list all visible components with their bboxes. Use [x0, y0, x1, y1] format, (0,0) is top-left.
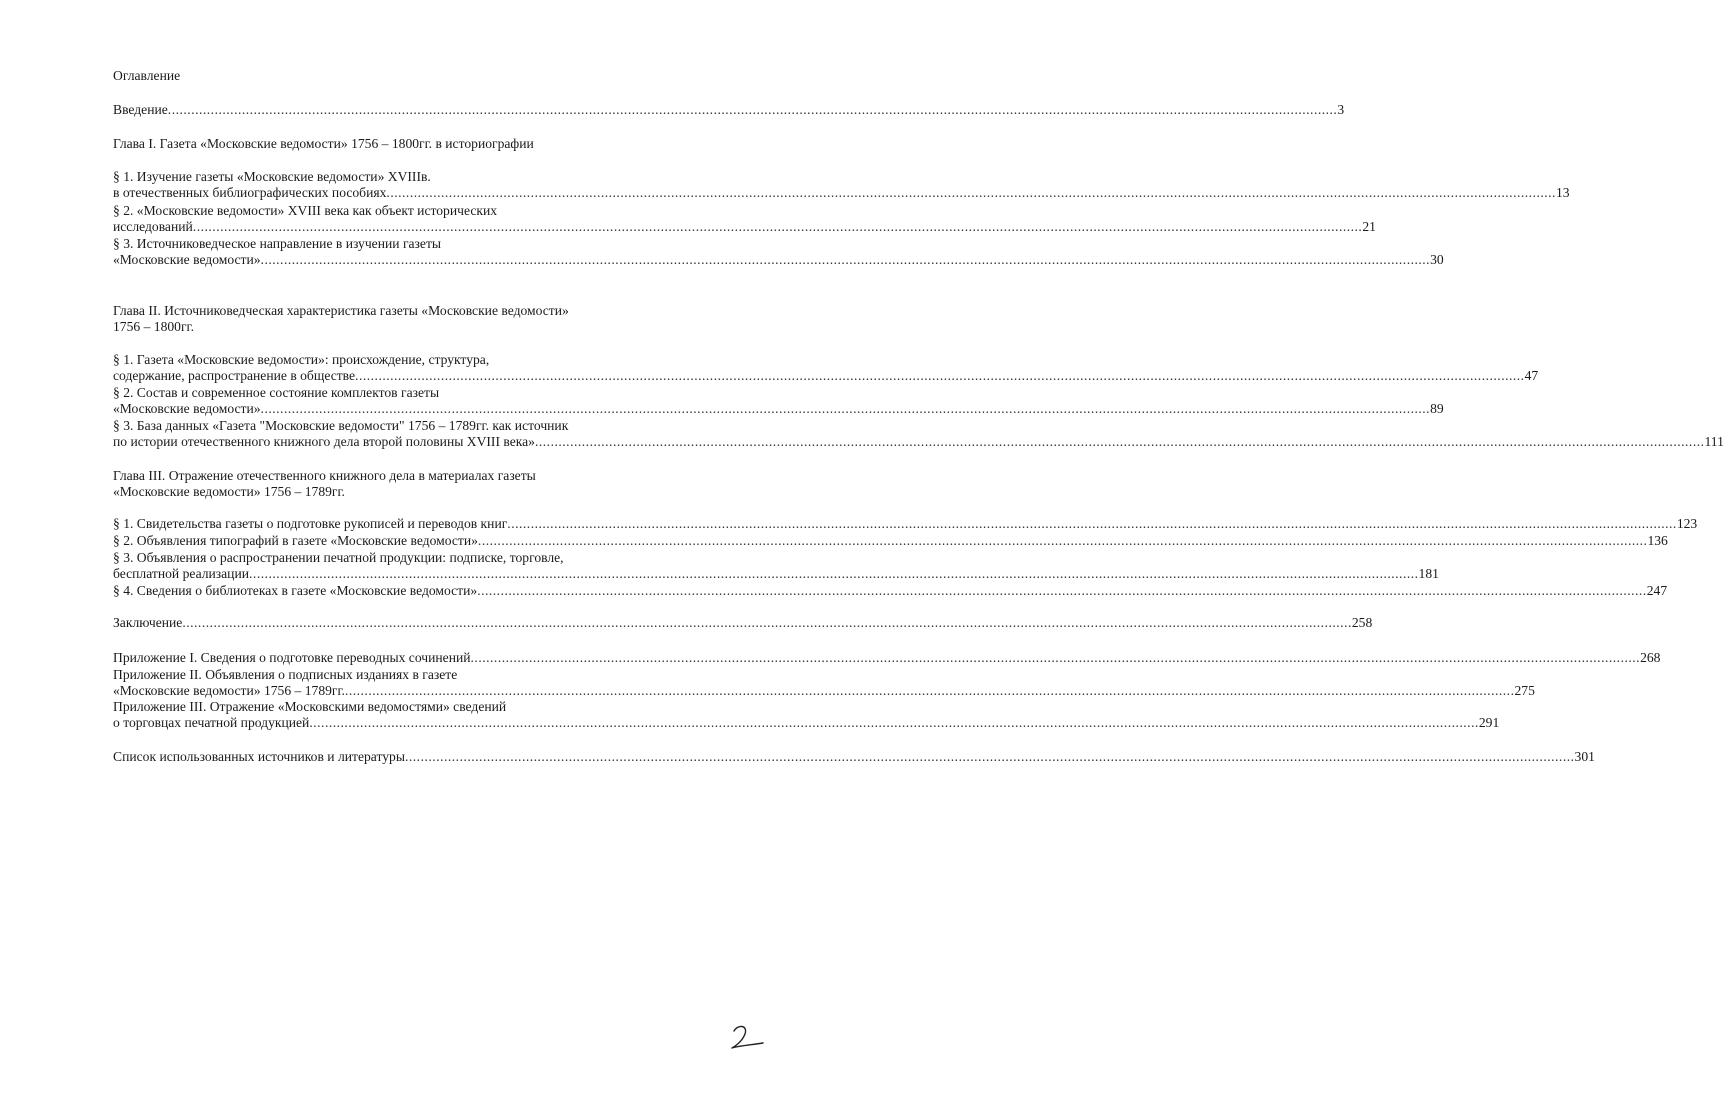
page-number: 301: [1574, 749, 1595, 764]
entry-label: «Московские ведомости»: [113, 401, 261, 416]
page-number: 21: [1362, 219, 1376, 234]
toc-entry-ch3-s1[interactable]: [113, 516, 1698, 532]
leader-dots: ............................................................................................................................................................................................................................................................................................................: [386, 185, 1556, 200]
entry-label: § 4. Сведения о библиотеках в газете «Московские ведомости»: [113, 583, 478, 598]
entry-label: содержание, распространение в обществе: [113, 368, 356, 383]
entry-label: о торговцах печатной продукцией: [113, 715, 310, 730]
toc-entry-ch3-s2[interactable]: [113, 533, 1668, 549]
toc-entry-appendix-2[interactable]: [113, 683, 1535, 699]
leader-dots: ............................................................................................................................................................................................................................................................................................................: [167, 102, 1338, 117]
leader-dots: ............................................................................................................................................................................................................................................................................................................: [477, 533, 1648, 548]
chapter-1-section-2-line1: § 2. «Московские ведомости» XVIII века как объект исторических: [113, 203, 498, 218]
chapter-1-title: Глава I. Газета «Московские ведомости» 1756 – 1800гг. в историографии: [113, 136, 534, 151]
entry-label: Список использованных источников и литературы: [113, 749, 405, 764]
leader-dots: ............................................................................................................................................................................................................................................................................................................: [477, 583, 1647, 598]
entry-label: Заключение: [113, 615, 183, 630]
handwritten-page-mark-icon: [728, 1022, 766, 1052]
leader-dots: ............................................................................................................................................................................................................................................................................................................: [182, 615, 1352, 630]
toc-entry-conclusion[interactable]: [113, 615, 1373, 631]
leader-dots: ............................................................................................................................................................................................................................................................................................................: [344, 683, 1515, 698]
leader-dots: ............................................................................................................................................................................................................................................................................................................: [534, 434, 1705, 449]
chapter-3-title-line1: Глава III. Отражение отечественного книжного дела в материалах газеты: [113, 468, 536, 483]
entry-label: бесплатной реализации: [113, 566, 250, 581]
page-number: 111: [1704, 434, 1724, 449]
page-number: 47: [1524, 368, 1539, 383]
toc-entry-ch1-s2[interactable]: [113, 219, 1376, 235]
leader-dots: ............................................................................................................................................................................................................................................................................................................: [355, 368, 1525, 383]
entry-label: в отечественных библиографических пособиях: [113, 185, 387, 200]
toc-entry-ch1-s3[interactable]: [113, 252, 1444, 268]
entry-label: по истории отечественного книжного дела второй половины XVIII века»: [113, 434, 535, 449]
leader-dots: ............................................................................................................................................................................................................................................................................................................: [249, 566, 1419, 581]
leader-dots: ............................................................................................................................................................................................................................................................................................................: [507, 516, 1677, 531]
page-number: 247: [1646, 583, 1668, 598]
toc-entry-appendix-1[interactable]: [113, 650, 1661, 666]
page-number: 3: [1337, 102, 1345, 117]
toc-entry-ch2-s1[interactable]: [113, 368, 1539, 384]
entry-label: § 2. Объявления типографий в газете «Московские ведомости»: [113, 533, 478, 548]
leader-dots: ............................................................................................................................................................................................................................................................................................................: [260, 252, 1431, 267]
page-number: 268: [1640, 650, 1661, 665]
toc-entry-ch3-s3[interactable]: [113, 566, 1439, 582]
entry-label: § 1. Свидетельства газеты о подготовке рукописей и переводов книг: [113, 516, 508, 531]
leader-dots: ............................................................................................................................................................................................................................................................................................................: [260, 401, 1431, 416]
toc-entry-introduction[interactable]: [113, 102, 1345, 118]
entry-label: Приложение I. Сведения о подготовке переводных сочинений: [113, 650, 471, 665]
page-number: 13: [1555, 185, 1570, 200]
chapter-3-title-line2: «Московские ведомости» 1756 – 1789гг.: [113, 484, 345, 499]
entry-label: «Московские ведомости» 1756 – 1789гг.: [113, 683, 345, 698]
chapter-2-section-2-line1: § 2. Состав и современное состояние комплектов газеты: [113, 385, 440, 400]
page-number: 89: [1430, 401, 1444, 416]
page-number: 291: [1478, 715, 1500, 730]
leader-dots: ............................................................................................................................................................................................................................................................................................................: [404, 749, 1575, 764]
appendix-3-line1: Приложение III. Отражение «Московскими ведомостями» сведений: [113, 699, 507, 714]
chapter-3-section-3-line1: § 3. Объявления о распространении печатной продукции: подписке, торговле,: [113, 550, 564, 565]
chapter-2-section-1-line1: § 1. Газета «Московские ведомости»: происхождение, структура,: [113, 352, 490, 367]
entry-label: Введение: [113, 102, 168, 117]
toc-entry-ch2-s2[interactable]: [113, 401, 1444, 417]
page-number: 136: [1647, 533, 1668, 548]
toc-entry-ch1-s1[interactable]: [113, 185, 1570, 201]
appendix-2-line1: Приложение II. Объявления о подписных изданиях в газете: [113, 667, 458, 682]
page-number: 30: [1430, 252, 1444, 267]
chapter-2-title-line1: Глава II. Источниковедческая характеристика газеты «Московские ведомости»: [113, 303, 569, 318]
leader-dots: ............................................................................................................................................................................................................................................................................................................: [192, 219, 1363, 234]
page-number: 181: [1418, 566, 1439, 581]
page-number: 123: [1676, 516, 1698, 531]
toc-entry-bibliography[interactable]: [113, 749, 1595, 765]
toc-heading: Оглавление: [113, 68, 181, 83]
page-number: 275: [1514, 683, 1535, 698]
toc-entry-ch3-s4[interactable]: [113, 583, 1668, 599]
entry-label: «Московские ведомости»: [113, 252, 261, 267]
leader-dots: ............................................................................................................................................................................................................................................................................................................: [309, 715, 1479, 730]
entry-label: исследований: [113, 219, 193, 234]
toc-entry-appendix-3[interactable]: [113, 715, 1500, 731]
leader-dots: ............................................................................................................................................................................................................................................................................................................: [470, 650, 1641, 665]
page-number: 258: [1351, 615, 1373, 630]
chapter-2-title-line2: 1756 – 1800гг.: [113, 319, 194, 334]
toc-entry-ch2-s3[interactable]: [113, 434, 1724, 450]
chapter-2-section-3-line1: § 3. База данных «Газета "Московские ведомости" 1756 – 1789гг. как источник: [113, 418, 569, 433]
chapter-1-section-1-line1: § 1. Изучение газеты «Московские ведомости» XVIIIв.: [113, 169, 431, 184]
chapter-1-section-3-line1: § 3. Источниковедческое направление в изучении газеты: [113, 236, 442, 251]
